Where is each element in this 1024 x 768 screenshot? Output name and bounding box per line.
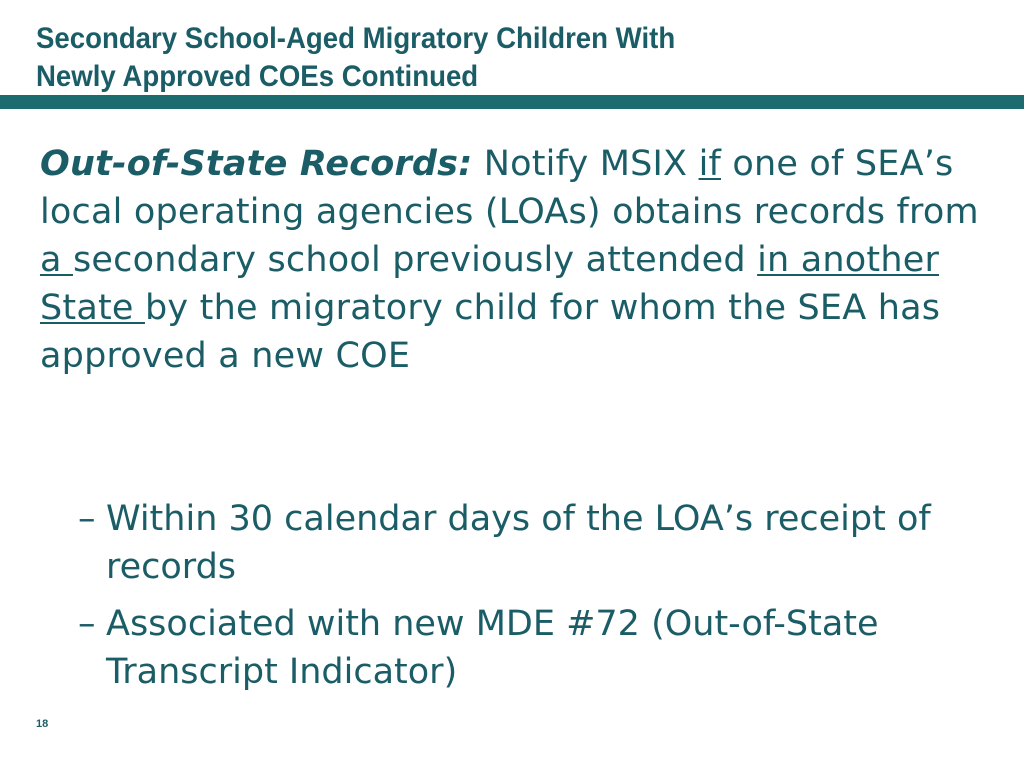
title-divider-bar — [0, 95, 1024, 109]
body-text-4: by the migratory child for whom the SEA has approved a new COE — [40, 288, 941, 376]
body-paragraph — [40, 140, 1000, 380]
bullet-text: Within 30 calendar days of the LOA’s receipt of records — [106, 499, 931, 587]
bullet-list — [78, 495, 978, 705]
bullet-item — [78, 495, 978, 591]
slide-title — [36, 20, 919, 96]
dash-bullet-marker: – — [78, 604, 96, 644]
body-text-3: secondary school previously attended — [72, 240, 758, 280]
page-number: 18 — [36, 718, 49, 730]
bullet-item — [78, 600, 978, 696]
body-text-1: Notify MSIX — [472, 144, 699, 184]
underlined-another-state: in another State — [40, 240, 940, 328]
body-text-2: one of SEA’s local operating agencies (LOAs) obtains records from — [40, 144, 979, 232]
dash-bullet-marker: – — [78, 499, 96, 539]
bullet-text: Associated with new MDE #72 (Out-of-State Transcript Indicator) — [106, 604, 879, 692]
lead-heading: Out-of-State Records: — [40, 144, 473, 184]
slide-title-line-1: Secondary School-Aged Migratory Children With — [36, 22, 676, 55]
underlined-if: if — [698, 144, 722, 184]
slide-title-line-2: Newly Approved COEs Continued — [36, 60, 479, 93]
underlined-a: a — [40, 240, 73, 280]
